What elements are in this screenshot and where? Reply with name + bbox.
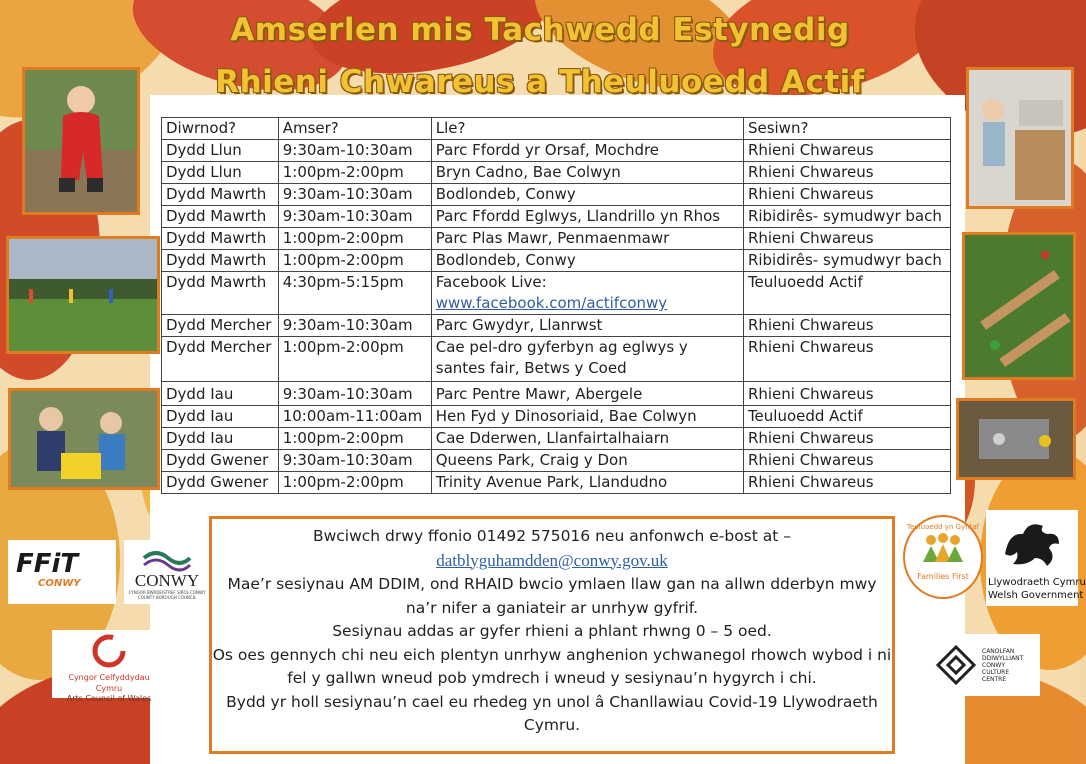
cell-day: Dydd Mawrth: [162, 228, 279, 250]
families-first-welsh: Teuluoedd yn Gyntaf: [906, 523, 980, 531]
culture-line: CULTURE: [982, 668, 1010, 676]
cell-session: Teuluoedd Actif: [743, 406, 950, 428]
title-line-1: Amserlen mis Tachwedd Estynedig: [230, 12, 850, 48]
cell-day: Dydd Mawrth: [162, 206, 279, 228]
culture-centre-mark-icon: [936, 645, 976, 685]
table-row: [162, 406, 951, 428]
cell-session: Rhieni Chwareus: [743, 228, 950, 250]
cell-session: Rhieni Chwareus: [743, 140, 950, 162]
cell-time: 1:00pm-2:00pm: [278, 250, 431, 272]
cell-time: 9:30am-10:30am: [278, 184, 431, 206]
conwy-council-logo: [124, 540, 210, 604]
cell-time: 1:00pm-2:00pm: [278, 228, 431, 250]
cell-day: Dydd Mawrth: [162, 184, 279, 206]
cell-session: Rhieni Chwareus: [743, 184, 950, 206]
table-row: [162, 184, 951, 206]
covid-guidance-text: Bydd yr holl sesiynau’n cael eu rhedeg yn unol â Chanllawiau Covid-19 Llywodraeth Cymru.: [226, 692, 878, 734]
cell-session: Rhieni Chwareus: [743, 450, 950, 472]
arts-council-welsh: Cyngor Celfyddydau Cymru: [68, 673, 150, 693]
conwy-waves-icon: [142, 546, 192, 568]
photo-garden-planks: [962, 232, 1076, 380]
table-row: [162, 228, 951, 250]
cell-time: 1:00pm-2:00pm: [278, 337, 431, 382]
cell-day: Dydd Mercher: [162, 315, 279, 337]
booking-info-box: [209, 516, 895, 754]
cell-time: 4:30pm-5:15pm: [278, 272, 431, 315]
booking-email-link[interactable]: datblyguhamdden@conwy.gov.uk: [436, 550, 668, 570]
table-row: [162, 206, 951, 228]
welsh-gov-english: Welsh Government: [988, 590, 1084, 601]
cell-session: Rhieni Chwareus: [743, 382, 950, 406]
culture-line: DDIWYLLIANT: [982, 654, 1024, 662]
cell-day: Dydd Llun: [162, 162, 279, 184]
cell-time: 9:30am-10:30am: [278, 140, 431, 162]
cell-place: Cae Dderwen, Llanfairtalhaiarn: [431, 428, 743, 450]
schedule-table: [161, 117, 951, 494]
header-place: Lle?: [431, 118, 743, 140]
cell-time: 9:30am-10:30am: [278, 382, 431, 406]
ffit-logo-sub: CONWY: [38, 578, 81, 589]
cell-session: Ribidirês- symudwyr bach: [743, 250, 950, 272]
cell-day: Dydd Llun: [162, 140, 279, 162]
facebook-live-label: Facebook Live:: [435, 273, 547, 291]
table-header-row: [162, 118, 951, 140]
cell-day: Dydd Mercher: [162, 337, 279, 382]
families-figures-icon: [919, 532, 967, 568]
cell-session: Rhieni Chwareus: [743, 337, 950, 382]
cell-place: Hen Fyd y Dinosoriaid, Bae Colwyn: [431, 406, 743, 428]
cell-time: 9:30am-10:30am: [278, 315, 431, 337]
cell-day: Dydd Iau: [162, 382, 279, 406]
conwy-logo-text: CONWY: [134, 571, 200, 590]
photo-field: [6, 236, 160, 354]
culture-line: CANOLFAN: [982, 647, 1015, 655]
ffit-logo-text: FFiT: [16, 549, 79, 579]
age-range-text: Sesiynau addas ar gyfer rhieni a phlant rhwng 0 – 5 oed.: [332, 622, 772, 640]
cell-session: Rhieni Chwareus: [743, 315, 950, 337]
cell-day: Dydd Mawrth: [162, 250, 279, 272]
arts-council-english: Arts Council of Wales: [66, 694, 152, 703]
title-line-2: Rhieni Chwareus a Theuluoedd Actif: [215, 64, 865, 100]
additional-needs-text: Os oes gennych chi neu eich plentyn unrhyw anghenion ychwanegol rhowch wybod i ni fel y gallwn wneud pob ymdrech i wneud y sesiynau’n hygyrch i chi.: [212, 645, 892, 687]
culture-line: CENTRE: [982, 675, 1007, 683]
cell-place: Cae pel-dro gyferbyn ag eglwys y santes fair, Betws y Coed: [431, 337, 743, 382]
table-row: [162, 450, 951, 472]
cell-day: Dydd Gwener: [162, 472, 279, 494]
arts-council-logo: [52, 630, 166, 703]
free-sessions-text: Mae’r sesiynau AM DDIM, ond RHAID bwcio ymlaen llaw gan na allwn dderbyn mwy na’r nifer a ganiateir ar unrhyw gyfrif.: [227, 575, 877, 617]
cell-session: Rhieni Chwareus: [743, 162, 950, 184]
ffit-conwy-logo: [8, 540, 116, 604]
cell-place: Bodlondeb, Conwy: [431, 184, 743, 206]
cell-place: Parc Pentre Mawr, Abergele: [431, 382, 743, 406]
cell-place: Queens Park, Craig y Don: [431, 450, 743, 472]
table-row: [162, 428, 951, 450]
header-day: Diwrnod?: [162, 118, 279, 140]
cell-session: Rhieni Chwareus: [743, 472, 950, 494]
facebook-link[interactable]: www.facebook.com/actifconwy: [435, 294, 668, 312]
cell-place: Parc Ffordd yr Orsaf, Mochdre: [431, 140, 743, 162]
cell-time: 1:00pm-2:00pm: [278, 428, 431, 450]
table-row: [162, 162, 951, 184]
cell-place: Parc Plas Mawr, Penmaenmawr: [431, 228, 743, 250]
conwy-logo-sub: CYNGOR BWRDEISTREF SIROL CONWY COUNTY BOROUGH COUNCIL: [128, 590, 206, 600]
culture-line: CONWY: [982, 661, 1005, 669]
welsh-gov-welsh: Llywodraeth Cymru: [988, 577, 1086, 588]
table-row: [162, 272, 951, 315]
cell-time: 9:30am-10:30am: [278, 206, 431, 228]
cell-session: Ribidirês- symudwyr bach: [743, 206, 950, 228]
table-row: [162, 315, 951, 337]
table-row: [162, 337, 951, 382]
table-row: [162, 472, 951, 494]
cell-day: Dydd Iau: [162, 428, 279, 450]
cell-day: Dydd Gwener: [162, 450, 279, 472]
dragon-icon: [999, 514, 1065, 572]
cell-place: [431, 272, 743, 315]
cell-place: Trinity Avenue Park, Llandudno: [431, 472, 743, 494]
cell-time: 1:00pm-2:00pm: [278, 162, 431, 184]
cell-session: Teuluoedd Actif: [743, 272, 950, 315]
cell-time: 1:00pm-2:00pm: [278, 472, 431, 494]
cell-day: Dydd Mawrth: [162, 272, 279, 315]
culture-centre-logo: [930, 634, 1040, 696]
families-first-english: Families First: [917, 572, 969, 581]
header-session: Sesiwn?: [743, 118, 950, 140]
cell-place: Parc Gwydyr, Llanrwst: [431, 315, 743, 337]
arts-council-circle-icon: [92, 634, 126, 668]
cell-time: 10:00am-11:00am: [278, 406, 431, 428]
cell-session: Rhieni Chwareus: [743, 428, 950, 450]
cell-time: 9:30am-10:30am: [278, 450, 431, 472]
photo-mud-kitchen: [956, 398, 1076, 480]
cell-day: Dydd Iau: [162, 406, 279, 428]
table-row: [162, 382, 951, 406]
table-row: [162, 140, 951, 162]
cell-place: Bodlondeb, Conwy: [431, 250, 743, 272]
table-row: [162, 250, 951, 272]
photo-children-playing: [8, 388, 160, 490]
header-time: Amser?: [278, 118, 431, 140]
cell-place: Bryn Cadno, Bae Colwyn: [431, 162, 743, 184]
families-first-logo: [903, 515, 983, 599]
cell-place: Parc Ffordd Eglwys, Llandrillo yn Rhos: [431, 206, 743, 228]
welsh-government-logo: [986, 510, 1086, 606]
culture-centre-text: [982, 648, 1023, 683]
booking-phone-text: Bwciwch drwy ffonio 01492 575016 neu anfonwch e-bost at –: [312, 527, 792, 545]
